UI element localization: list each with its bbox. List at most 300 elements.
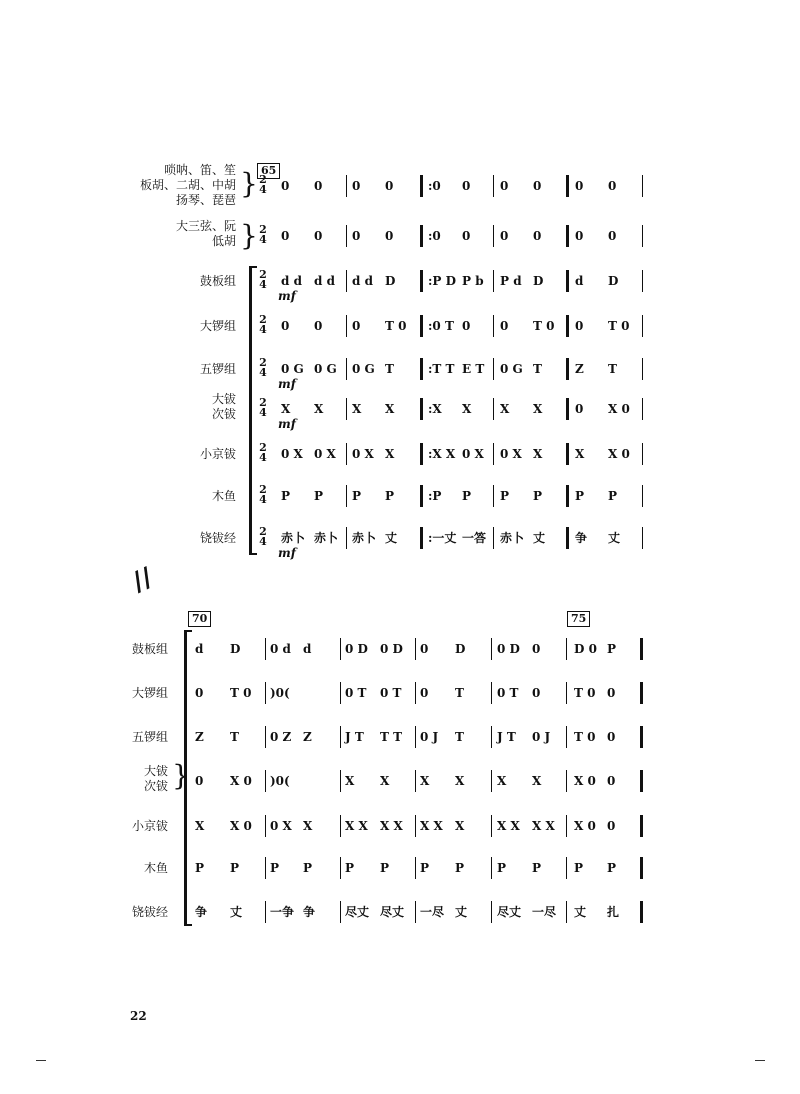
barline — [566, 682, 567, 704]
note-cell: 0 — [385, 179, 394, 193]
note-cell: 赤卜 — [352, 531, 377, 545]
note-cell: X 0 — [574, 819, 596, 833]
note-cell: 0 — [195, 686, 204, 700]
barline — [346, 315, 347, 337]
repeat-barline — [420, 358, 423, 380]
note-cell: P — [270, 861, 280, 875]
note-cell: d — [195, 642, 204, 656]
note-cell: X — [352, 402, 362, 416]
note-cell: 0 D — [345, 642, 368, 656]
note-cell: 0 T — [497, 686, 519, 700]
repeat-barline — [420, 527, 423, 549]
note-cell: 0 — [607, 730, 616, 744]
note-cell: X X — [380, 819, 403, 833]
note-cell: X X — [420, 819, 443, 833]
barline — [642, 225, 643, 247]
barline — [415, 638, 416, 660]
barline — [493, 225, 494, 247]
barline — [346, 398, 347, 420]
note-cell: 尽丈 — [345, 905, 370, 919]
rehearsal-mark-65: 65 — [257, 163, 280, 179]
instrument-brace: } — [240, 167, 258, 200]
note-cell: T — [455, 686, 464, 700]
note-cell: 丈 — [533, 531, 546, 545]
note-cell: Z — [195, 730, 204, 744]
note-cell: P — [575, 489, 585, 503]
score-row — [0, 443, 800, 483]
time-sig-denominator: 4 — [259, 323, 267, 336]
note-cell: X X — [345, 819, 368, 833]
note-cell: 尽丈 — [497, 905, 522, 919]
barline — [415, 857, 416, 879]
note-cell: X — [420, 774, 430, 788]
barline — [642, 527, 643, 549]
note-cell: X — [345, 774, 355, 788]
note-cell: T — [533, 362, 542, 376]
barline — [566, 901, 567, 923]
score-row — [0, 901, 800, 941]
note-cell: 丈 — [608, 531, 621, 545]
barline — [493, 485, 494, 507]
note-cell: X — [497, 774, 507, 788]
barline — [265, 857, 266, 879]
note-cell: D — [608, 274, 619, 288]
score-row — [0, 682, 800, 722]
note-cell: T — [608, 362, 617, 376]
time-sig-numerator: 2 — [259, 441, 267, 454]
note-cell: :0 T — [428, 319, 454, 333]
note-cell: X 0 — [608, 402, 630, 416]
note-cell: 0 d — [270, 642, 291, 656]
note-cell: 0 — [500, 179, 509, 193]
note-cell: P — [500, 489, 510, 503]
repeat-barline — [566, 175, 569, 197]
time-signature — [258, 175, 268, 195]
repeat-barline — [420, 398, 423, 420]
section-divider: // — [127, 562, 158, 598]
note-cell: 0 — [462, 229, 471, 243]
note-cell: D — [533, 274, 544, 288]
note-cell: 0 X — [462, 447, 484, 461]
repeat-barline — [566, 527, 569, 549]
time-sig-numerator: 2 — [259, 313, 267, 326]
note-cell: J T — [345, 730, 364, 744]
final-barline — [640, 815, 643, 837]
note-cell: 0 T — [345, 686, 367, 700]
note-cell: T — [230, 730, 239, 744]
time-sig-denominator: 4 — [259, 493, 267, 506]
time-signature — [258, 485, 268, 505]
note-cell: Z — [575, 362, 584, 376]
barline — [415, 815, 416, 837]
note-cell: 0 — [462, 319, 471, 333]
note-cell: 0 — [575, 319, 584, 333]
note-cell: J T — [497, 730, 516, 744]
note-cell: X — [380, 774, 390, 788]
note-cell: D 0 — [574, 642, 597, 656]
note-cell: X X — [532, 819, 555, 833]
note-cell: 0 — [385, 229, 394, 243]
note-cell: X — [500, 402, 510, 416]
note-cell: d d — [352, 274, 373, 288]
note-cell: P — [380, 861, 390, 875]
barline — [340, 638, 341, 660]
note-cell: T T — [380, 730, 403, 744]
barline — [493, 358, 494, 380]
barline — [493, 315, 494, 337]
instrument-brace: } — [240, 219, 258, 252]
note-cell: 赤卜 — [500, 531, 525, 545]
barline — [566, 857, 567, 879]
score-row — [0, 527, 800, 567]
note-cell: 0 — [607, 819, 616, 833]
time-sig-numerator: 2 — [259, 525, 267, 538]
barline — [265, 726, 266, 748]
note-cell: d — [575, 274, 584, 288]
note-cell: P — [195, 861, 205, 875]
score-row — [0, 857, 800, 897]
barline — [340, 682, 341, 704]
score-row — [0, 392, 800, 438]
barline — [340, 770, 341, 792]
note-cell: P — [533, 489, 543, 503]
time-sig-denominator: 4 — [259, 451, 267, 464]
final-barline — [640, 901, 643, 923]
instrument-label: 铙钹经 — [131, 905, 168, 919]
note-cell: 0 — [607, 774, 616, 788]
barline — [265, 638, 266, 660]
barline — [346, 225, 347, 247]
note-cell: 0 — [281, 319, 290, 333]
note-cell: X X — [497, 819, 520, 833]
score-row — [0, 726, 800, 766]
instrument-label: 鼓板组 — [199, 274, 236, 288]
note-cell: D — [385, 274, 396, 288]
time-signature — [258, 270, 268, 290]
barline — [566, 770, 567, 792]
note-cell: D — [230, 642, 241, 656]
note-cell: P — [230, 861, 240, 875]
note-cell: X — [195, 819, 205, 833]
note-cell: 争 — [303, 905, 316, 919]
instrument-label: 小京钹 — [199, 447, 236, 461]
note-cell: 0 — [607, 686, 616, 700]
repeat-barline — [420, 443, 423, 465]
barline — [415, 901, 416, 923]
time-signature — [258, 315, 268, 335]
note-cell: X — [314, 402, 324, 416]
barline — [491, 682, 492, 704]
barline — [642, 175, 643, 197]
note-cell: 0 — [575, 229, 584, 243]
time-sig-numerator: 2 — [259, 483, 267, 496]
note-cell: X 0 — [230, 819, 252, 833]
barline — [642, 485, 643, 507]
barline — [265, 770, 266, 792]
note-cell: 0 — [281, 179, 290, 193]
time-signature — [258, 398, 268, 418]
note-cell: :0 — [428, 229, 441, 243]
repeat-barline — [420, 315, 423, 337]
note-cell: 0 G — [352, 362, 375, 376]
barline — [346, 175, 347, 197]
repeat-barline — [420, 485, 423, 507]
note-cell: X — [455, 819, 465, 833]
note-cell: 0 — [352, 179, 361, 193]
note-cell: 0 — [575, 179, 584, 193]
note-cell: 争 — [575, 531, 588, 545]
dynamic-marking: mf — [278, 546, 296, 560]
repeat-barline — [566, 358, 569, 380]
note-cell: X 0 — [574, 774, 596, 788]
barline — [346, 270, 347, 292]
note-cell: T 0 — [608, 319, 630, 333]
note-cell: P — [314, 489, 324, 503]
note-cell: :P D — [428, 274, 457, 288]
instrument-brace: } — [172, 759, 190, 792]
barline — [642, 270, 643, 292]
note-cell: 0 — [314, 179, 323, 193]
note-cell: P — [607, 861, 617, 875]
instrument-label: 木鱼 — [143, 861, 168, 875]
barline — [415, 770, 416, 792]
score-row — [0, 638, 800, 678]
note-cell: P — [352, 489, 362, 503]
note-cell: P b — [462, 274, 484, 288]
note-cell: 0 D — [380, 642, 403, 656]
note-cell: 赤卜 — [314, 531, 339, 545]
barline — [493, 398, 494, 420]
note-cell: 0 G — [500, 362, 523, 376]
note-cell: T 0 — [385, 319, 407, 333]
barline — [493, 527, 494, 549]
note-cell: X — [533, 402, 543, 416]
time-signature — [258, 225, 268, 245]
barline — [493, 175, 494, 197]
note-cell: 丈 — [455, 905, 468, 919]
note-cell: 0 G — [281, 362, 304, 376]
note-cell: d — [303, 642, 312, 656]
score-row — [0, 315, 800, 355]
repeat-barline — [566, 443, 569, 465]
note-cell: 0 — [608, 229, 617, 243]
barline — [346, 358, 347, 380]
note-cell: d d — [314, 274, 335, 288]
crop-mark — [755, 1060, 765, 1061]
note-cell: :一丈 — [428, 531, 457, 545]
barline — [491, 638, 492, 660]
note-cell: 0 — [352, 319, 361, 333]
barline — [491, 770, 492, 792]
final-barline — [640, 638, 643, 660]
note-cell: 0 Z — [270, 730, 292, 744]
note-cell: X — [281, 402, 291, 416]
note-cell: 0 — [608, 179, 617, 193]
note-cell: :X X — [428, 447, 456, 461]
note-cell: )0( — [270, 774, 290, 788]
note-cell: 0 — [462, 179, 471, 193]
note-cell: 0 — [281, 229, 290, 243]
barline — [346, 527, 347, 549]
note-cell: 0 — [420, 686, 429, 700]
instrument-label: 五锣组 — [131, 730, 168, 744]
time-sig-numerator: 2 — [259, 223, 267, 236]
note-cell: P — [385, 489, 395, 503]
note-cell: X — [303, 819, 313, 833]
note-cell: Z — [303, 730, 312, 744]
note-cell: T 0 — [574, 686, 596, 700]
barline — [265, 901, 266, 923]
note-cell: P — [532, 861, 542, 875]
note-cell: 丈 — [230, 905, 243, 919]
note-cell: 0 T — [380, 686, 402, 700]
note-cell: X — [385, 402, 395, 416]
repeat-barline — [566, 398, 569, 420]
barline — [265, 682, 266, 704]
repeat-barline — [420, 270, 423, 292]
barline — [642, 315, 643, 337]
note-cell: 0 — [532, 642, 541, 656]
note-cell: 0 — [575, 402, 584, 416]
repeat-barline — [420, 225, 423, 247]
barline — [415, 682, 416, 704]
note-cell: 0 X — [352, 447, 374, 461]
note-cell: 0 — [195, 774, 204, 788]
repeat-barline — [566, 485, 569, 507]
time-sig-denominator: 4 — [259, 233, 267, 246]
instrument-label: 木鱼 — [211, 489, 236, 503]
barline — [493, 270, 494, 292]
note-cell: 0 X — [281, 447, 303, 461]
instrument-label: 小京钹 — [131, 819, 168, 833]
note-cell: 争 — [195, 905, 208, 919]
note-cell: 丈 — [385, 531, 398, 545]
note-cell: P — [303, 861, 313, 875]
note-cell: 0 — [532, 686, 541, 700]
final-barline — [640, 726, 643, 748]
note-cell: 0 — [352, 229, 361, 243]
note-cell: X — [575, 447, 585, 461]
score-row — [0, 219, 800, 265]
note-cell: 赤卜 — [281, 531, 306, 545]
dynamic-marking: mf — [278, 289, 296, 303]
note-cell: T 0 — [230, 686, 252, 700]
barline — [491, 857, 492, 879]
barline — [340, 857, 341, 879]
time-sig-denominator: 4 — [259, 183, 267, 196]
note-cell: 扎 — [607, 905, 620, 919]
repeat-barline — [566, 225, 569, 247]
note-cell: D — [455, 642, 466, 656]
barline — [642, 398, 643, 420]
time-sig-denominator: 4 — [259, 535, 267, 548]
time-sig-numerator: 2 — [259, 396, 267, 409]
note-cell: E T — [462, 362, 485, 376]
note-cell: P — [462, 489, 472, 503]
barline — [566, 726, 567, 748]
note-cell: 0 — [533, 229, 542, 243]
barline — [642, 443, 643, 465]
time-sig-denominator: 4 — [259, 406, 267, 419]
note-cell: T 0 — [574, 730, 596, 744]
score-row — [0, 815, 800, 855]
note-cell: X 0 — [608, 447, 630, 461]
note-cell: 一争 — [270, 905, 295, 919]
note-cell: X — [455, 774, 465, 788]
note-cell: 0 X — [314, 447, 336, 461]
note-cell: P — [497, 861, 507, 875]
note-cell: 0 — [314, 319, 323, 333]
time-sig-denominator: 4 — [259, 366, 267, 379]
barline — [491, 901, 492, 923]
note-cell: d d — [281, 274, 302, 288]
instrument-label: 鼓板组 — [131, 642, 168, 656]
time-signature — [258, 443, 268, 463]
note-cell: :0 — [428, 179, 441, 193]
instrument-label: 大钹 次钹 — [211, 392, 236, 421]
final-barline — [640, 682, 643, 704]
note-cell: P — [607, 642, 617, 656]
instrument-label: 大三弦、阮 低胡 — [175, 219, 236, 248]
note-cell: :T T — [428, 362, 455, 376]
note-cell: X 0 — [230, 774, 252, 788]
note-cell: X — [385, 447, 395, 461]
note-cell: X — [462, 402, 472, 416]
note-cell: 0 G — [314, 362, 337, 376]
time-sig-numerator: 2 — [259, 356, 267, 369]
repeat-barline — [420, 175, 423, 197]
barline — [340, 901, 341, 923]
instrument-label: 大钹 次钹 — [143, 764, 168, 793]
note-cell: 0 X — [270, 819, 292, 833]
note-cell: :P — [428, 489, 442, 503]
note-cell: T — [385, 362, 394, 376]
note-cell: X — [533, 447, 543, 461]
note-cell: 0 D — [497, 642, 520, 656]
note-cell: 尽丈 — [380, 905, 405, 919]
barline — [265, 815, 266, 837]
note-cell: :X — [428, 402, 442, 416]
instrument-label: 大锣组 — [199, 319, 236, 333]
score-row — [0, 485, 800, 525]
score-row — [0, 270, 800, 310]
note-cell: 0 X — [500, 447, 522, 461]
note-cell: 丈 — [574, 905, 587, 919]
note-cell: P — [574, 861, 584, 875]
rehearsal-mark-75: 75 — [567, 611, 590, 627]
time-signature — [258, 358, 268, 378]
note-cell: P — [281, 489, 291, 503]
barline — [340, 815, 341, 837]
note-cell: P — [420, 861, 430, 875]
rehearsal-mark-70: 70 — [188, 611, 211, 627]
barline — [491, 726, 492, 748]
barline — [566, 815, 567, 837]
note-cell: P d — [500, 274, 522, 288]
note-cell: 0 — [533, 179, 542, 193]
note-cell: 一尽 — [532, 905, 557, 919]
note-cell: 一答 — [462, 531, 487, 545]
time-sig-numerator: 2 — [259, 268, 267, 281]
note-cell: 0 — [420, 642, 429, 656]
barline — [346, 443, 347, 465]
note-cell: 一尽 — [420, 905, 445, 919]
note-cell: T — [455, 730, 464, 744]
note-cell: 0 — [500, 319, 509, 333]
final-barline — [640, 857, 643, 879]
instrument-label: 大锣组 — [131, 686, 168, 700]
note-cell: X — [532, 774, 542, 788]
